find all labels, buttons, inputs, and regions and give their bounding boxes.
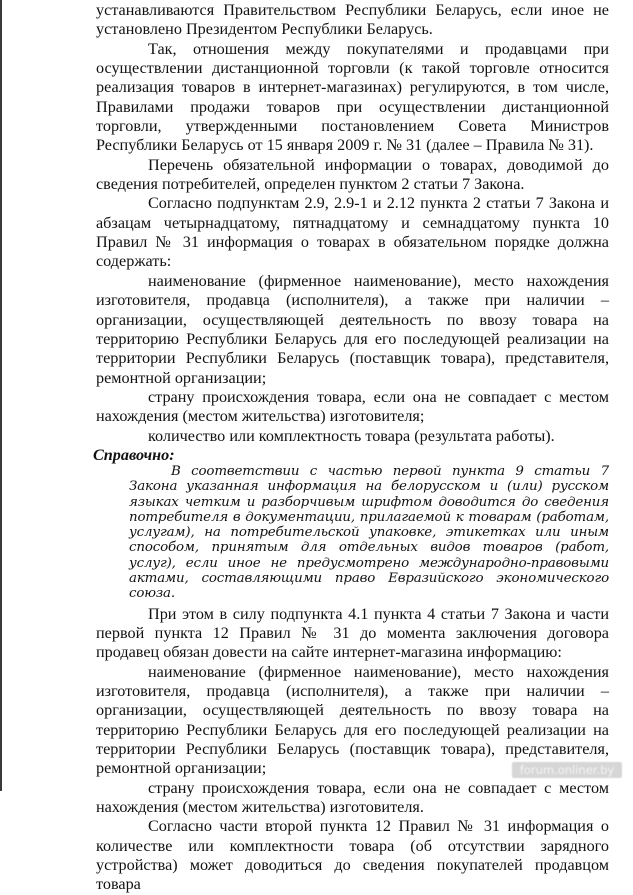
reference-title: Справочно: xyxy=(93,445,175,464)
paragraph-distance-trade-rules: Так, отношения между покупателями и продавцами при осуществлении дистанционной торговли (к такой торговле относится реализация товаров в интернет-магазинах) регулируются, в том числе, Правилами продажи товаров при осуществлении дистанционной торговли, утвержденными постановлением Совета Министров Республики Беларусь от 15 января 2009 г. № 31 (далее – Правила № 31). xyxy=(96,39,609,155)
page-left-border xyxy=(0,0,2,791)
paragraph-according-to-subclauses: Согласно подпунктам 2.9, 2.9-1 и 2.12 пункта 2 статьи 7 Закона и абзацам четырнадцатому, пятнадцатому и семнадцатому пункта 10 Правил № 31 информация о товарах в обязательном порядке должна содержать: xyxy=(96,194,609,271)
list-item-country-of-origin: страну происхождения товара, если она не совпадает с местом нахождения (местом жительства) изготовителя; xyxy=(96,387,609,426)
paragraph-continuation: устанавливаются Правительством Республики Беларусь, если иное не установлено Президентом Республики Беларусь. xyxy=(96,1,609,39)
list-item-manufacturer-name: наименование (фирменное наименование), место нахождения изготовителя, продавца (исполнителя), а также при наличии – организации, осуществляющей деятельность по ввозу товара на территорию Республики Беларусь для его последующей реализации на территории Республики Беларусь (поставщик товара), представителя, ремонтной организации; xyxy=(96,271,609,387)
list-item-quantity: количество или комплектность товара (результата работы). xyxy=(148,426,555,445)
paragraph-website-info-duty: При этом в силу подпункта 4.1 пункта 4 статьи 7 Закона и части первой пункта 12 Правил № 31 до момента заключения договора продавец обязан довести на сайте интернет-магазина информацию: xyxy=(96,604,609,662)
list-item-manufacturer-name-2: наименование (фирменное наименование), место нахождения изготовителя, продавца (исполнителя), а также при наличии – организации, осуществляющей деятельность по ввозу товара на территорию Республики Беларусь для его последующей реализации на территории Республики Беларусь (поставщик товара), представителя, ремонтной организации; xyxy=(96,662,609,778)
list-item-country-of-origin-2: страну происхождения товара, если она не совпадает с местом нахождения (местом жительства) изготовителя. xyxy=(96,778,609,817)
paragraph-mandatory-info-list: Перечень обязательной информации о товарах, доводимой до сведения потребителей, определен пунктом 2 статьи 7 Закона. xyxy=(96,155,609,194)
document-page xyxy=(93,1,609,895)
paragraph-charger-absence: Согласно части второй пункта 12 Правил № 31 информация о количестве или комплектности товара (об отсутствии зарядного устройства) может доводиться до сведения покупателей продавцом товара xyxy=(96,817,609,894)
reference-body: В соответствии с частью первой пункта 9 статьи 7 Закона указанная информация на белорусском и (или) русском языках четким и разборчивым шрифтом доводится до сведения потребителя в документации, прилагаемой к товарам (работам, услугам), на потребительской упаковке, этикетках или иным способом, принятым для отдельных видов товаров (работ, услуг), если иное не предусмотрено международно-правовыми актами, составляющими право Евразийского экономического союза. xyxy=(129,463,609,602)
watermark: forum.onliner.by xyxy=(512,762,622,778)
